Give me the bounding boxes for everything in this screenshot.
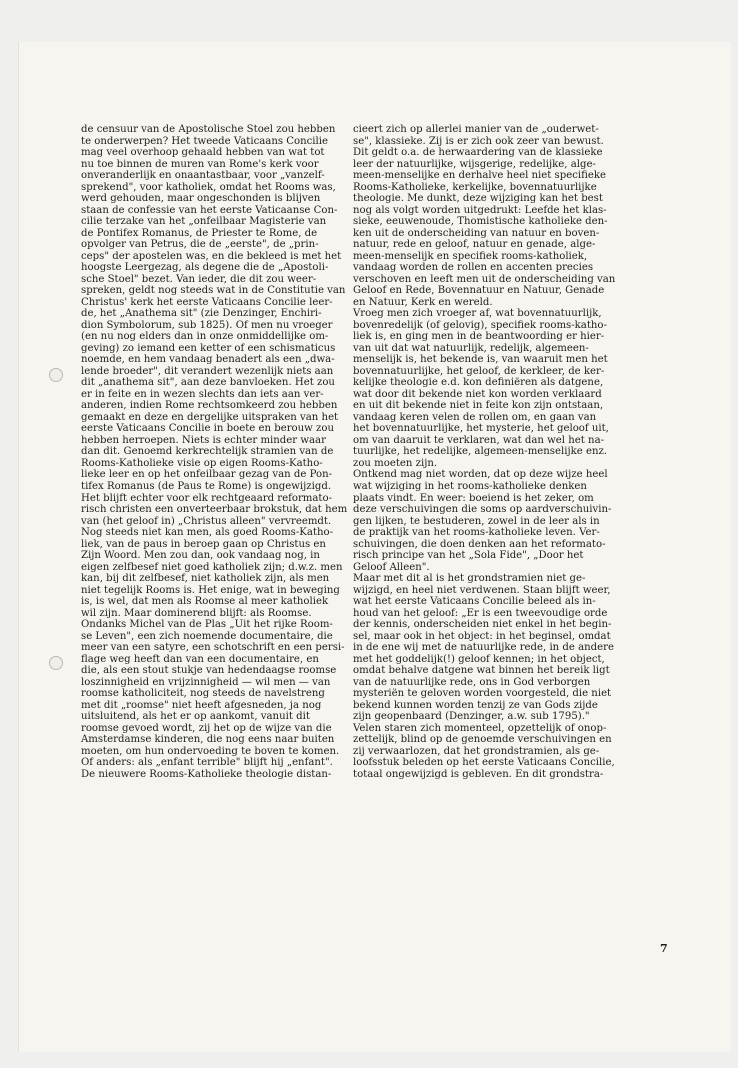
text-line: Maar met dit al is het grondstramien niet ge-: [353, 573, 586, 585]
text-line: zijn geopenbaard (Denzinger, a.w. sub 1795).": [353, 711, 590, 723]
text-line: gemaakt en deze en dergelijke uitspraken van het: [81, 411, 339, 423]
text-line: vandaag worden de rollen en accenten precies: [353, 262, 594, 274]
text-line: verschoven en leeft men uit de onderscheiding van: [353, 273, 616, 285]
text-line: Dit geldt o.a. de herwaardering van de klassieke: [353, 147, 603, 159]
text-line: om van daaruit te verklaren, wat dan wel het na-: [353, 434, 605, 446]
text-line: sche Stoel" bezet. Van ieder, die dit zou weer-: [81, 273, 317, 285]
text-line: eerste Vaticaans Concilie in boete en berouw zou: [81, 423, 334, 435]
text-line: schuivingen, die doen denken aan het reformato-: [353, 538, 606, 550]
text-line: meen-menselijke en derhalve heel niet specifieke: [353, 170, 607, 182]
text-line: zij verwaarlozen, dat het grondstramien, als ge-: [353, 745, 600, 757]
text-line: Ondanks Michel van de Plas „Uit het rijke Room-: [81, 619, 333, 631]
text-line: omdat behalve datgene wat binnen het bereik ligt: [353, 665, 610, 677]
text-line: dion Symbolorum, sub 1825). Of men nu vroeger: [81, 319, 333, 331]
text-line: De nieuwere Rooms-Katholieke theologie distan-: [81, 768, 332, 780]
text-line: spreken, geldt nog steeds wat in de Constitutie van: [81, 285, 346, 297]
text-line: se", klassieke. Zij is er zich ook zeer van bewust.: [353, 135, 604, 147]
text-line: van uit dat wat natuurlijk, redelijk, algemeen-: [353, 342, 589, 354]
text-line: mysteriën te geloven worden voorgesteld, die niet: [353, 688, 612, 700]
text-line: Geloof en Rede, Bovennatuur en Natuur, Genade: [353, 285, 605, 297]
text-line: met het goddelijk(!) geloof kennen; in het object,: [353, 653, 605, 665]
text-line: en Natuur, Kerk en wereld.: [353, 296, 493, 308]
text-line: sprekend", voor katholiek, omdat het Rooms was,: [81, 181, 336, 193]
punch-hole: [49, 656, 63, 670]
text-line: de censuur van de Apostolische Stoel zou hebben: [81, 124, 336, 135]
text-line: moeten, om hun ondervoeding te boven te komen.: [81, 745, 340, 757]
text-line: natuur, rede en geloof, natuur en genade, alge-: [353, 239, 596, 251]
right-text-column: [353, 124, 625, 780]
text-line: anderen, indien Rome rechtsomkeerd zou hebben: [81, 400, 338, 412]
book-page: [18, 42, 731, 1052]
text-line: nog als volgt worden uitgedrukt: Leefde het klas-: [353, 204, 607, 216]
text-line: lieke leer en op het onfeilbaar gezag van de Pon-: [81, 469, 333, 481]
text-line: opvolger van Petrus, die de „eerste", de „prin-: [81, 239, 319, 251]
text-line: Het blijft echter voor elk rechtgeaard reformato-: [81, 492, 333, 504]
text-line: meen-menselijk en specifiek rooms-katholiek,: [353, 250, 588, 262]
text-line: de, het „Anathema sit" (zie Denzinger, Enchiri-: [81, 308, 322, 320]
text-line: wil zijn. Maar dominerend blijft: als Roomse.: [81, 607, 312, 619]
text-line: Rooms-Katholieke visie op eigen Rooms-Katho-: [81, 457, 323, 469]
left-text-column: [81, 124, 353, 780]
text-line: flage weg heeft dan van een documentaire, en: [81, 653, 319, 665]
text-line: loofsstuk beleden op het eerste Vaticaans Concilie,: [353, 757, 615, 769]
text-line: en uit dit bekende niet in feite kon zijn ontstaan,: [353, 400, 604, 412]
text-line: dit „anathema sit", aan deze banvloeken. Het zou: [81, 377, 335, 389]
text-line: het bovennatuurlijke, het mysterie, het geloof uit,: [353, 423, 609, 435]
text-line: totaal ongewijzigd is gebleven. En dit grondstra-: [353, 768, 604, 780]
text-line: wat het eerste Vaticaans Concilie beleed als in-: [353, 596, 596, 608]
text-line: geving) zo iemand een ketter of een schismaticus: [81, 342, 336, 354]
text-line: Vroeg men zich vroeger af, wat bovennatuurlijk,: [353, 308, 602, 320]
text-line: kelijke theologie e.d. kon definiëren als datgene,: [353, 377, 604, 389]
text-line: te onderwerpen? Het tweede Vaticaans Concilie: [81, 135, 329, 147]
text-line: eigen zelfbesef niet goed katholiek zijn; d.w.z. men: [81, 561, 343, 573]
text-line: Ontkend mag niet worden, dat op deze wijze heel: [353, 469, 608, 481]
text-line: noemde, en hem vandaag benadert als een „dwa-: [81, 354, 335, 366]
text-line: theologie. Me dunkt, deze wijziging kan het best: [353, 193, 603, 205]
text-line: cilie terzake van het „onfeilbaar Magisterie van: [81, 216, 327, 228]
text-line: uitsluitend, als het er op aankomt, vanuit dit: [81, 711, 310, 723]
text-line: Christus' kerk het eerste Vaticaans Concilie leer-: [81, 296, 333, 308]
text-line: bovennatuurlijke, het geloof, de kerkleer, de ker-: [353, 365, 605, 377]
text-line: wat wijziging in het rooms-katholieke denken: [353, 480, 587, 492]
text-line: de Pontifex Romanus, de Priester te Rome, de: [81, 227, 318, 239]
text-line: sel, maar ook in het object: in het beginsel, omdat: [353, 630, 611, 642]
text-line: zou moeten zijn.: [353, 457, 438, 469]
text-line: Zijn Woord. Men zou dan, ook vandaag nog, in: [81, 550, 320, 562]
text-line: tifex Romanus (de Paus te Rome) is ongewijzigd.: [81, 480, 332, 492]
text-line: staan de confessie van het eerste Vaticaanse Con-: [81, 204, 338, 216]
text-line: sieke, eeuwenoude, Thomistische katholieke den-: [353, 216, 608, 228]
text-line: de praktijk van het rooms-katholieke leven. Ver-: [353, 527, 600, 539]
text-line: nu toe binnen de muren van Rome's kerk voor: [81, 158, 319, 170]
text-line: werd gehouden, maar ongeschonden is blijven: [81, 193, 321, 205]
text-line: niet tegelijk Rooms is. Het enige, wat in beweging: [81, 584, 340, 596]
text-line: die, als een stout stukje van hedendaagse roomse: [81, 665, 337, 677]
text-line: menselijk is, het bekende is, van waaruit men het: [353, 354, 608, 366]
text-line: meer van een satyre, een schotschrift en een persi-: [81, 642, 345, 654]
text-line: (en nu nog elders dan in onze onmiddellijke om-: [81, 331, 329, 343]
text-line: bovenredelijk (of gelovig), specifiek rooms-katho-: [353, 319, 607, 331]
text-line: roomse gevoed wordt, zij het op de wijze van die: [81, 722, 332, 734]
text-line: vandaag keren velen de rollen om, en gaan van: [353, 411, 597, 423]
text-line: Of anders: als „enfant terrible" blijft hij „enfant".: [81, 757, 333, 769]
text-line: hebben herroepen. Niets is echter minder waar: [81, 434, 326, 446]
text-line: deze verschuivingen die soms op aardverschuivin-: [353, 504, 612, 516]
text-line: in de ene wij met de natuurlijke rede, in de andere: [353, 642, 614, 654]
text-line: dan dit. Genoemd kerkrechtelijk stramien van de: [81, 446, 334, 458]
text-line: plaats vindt. En weer: boeiend is het zeker, om: [353, 492, 594, 504]
text-line: zettelijk, blind op de genoemde verschuivingen en: [353, 734, 612, 746]
punch-hole: [49, 368, 63, 382]
text-line: kan, bij dit zelfbesef, niet katholiek zijn, als men: [81, 573, 330, 585]
text-line: gen lijken, te bestuderen, zowel in de leer als in: [353, 515, 600, 527]
text-line: roomse katholiciteit, nog steeds de navelstreng: [81, 688, 325, 700]
text-line: lende broeder", dit verandert wezenlijk niets aan: [81, 365, 334, 377]
text-line: wijzigd, en heel niet verdwenen. Staan blijft weer,: [353, 584, 611, 596]
text-line: hoogste Leergezag, als degene die de „Apostoli-: [81, 262, 329, 274]
text-line: met dit „roomse" niet heeft afgesneden, ja nog: [81, 699, 322, 711]
text-line: liek is, en ging men in de beantwoording er hier-: [353, 331, 605, 343]
text-line: liek, van de paus in beroep gaan op Christus en: [81, 538, 326, 550]
text-line: onveranderlijk en onaantastbaar, voor „vanzelf-: [81, 170, 325, 182]
text-line: Velen staren zich momenteel, opzettelijk of onop-: [353, 722, 607, 734]
text-line: houd van het geloof: „Er is een tweevoudige orde: [353, 607, 608, 619]
text-line: is, is wel, dat men als Roomse al meer katholiek: [81, 596, 329, 608]
text-line: bekend kunnen worden tenzij ze van Gods zijde: [353, 699, 598, 711]
text-line: tuurlijke, het redelijke, algemeen-menselijke enz.: [353, 446, 608, 458]
page-number: 7: [660, 942, 668, 955]
text-line: der kennis, onderscheiden niet enkel in het begin-: [353, 619, 612, 631]
text-line: Amsterdamse kinderen, die nog eens naar buiten: [81, 734, 335, 746]
text-line: leer der natuurlijke, wijsgerige, redelijke, alge-: [353, 158, 596, 170]
text-line: Nog steeds niet kan men, als goed Rooms-Katho-: [81, 527, 333, 539]
text-line: van (het geloof in) „Christus alleen" vervreemdt.: [81, 515, 332, 527]
text-line: Rooms-Katholieke, kerkelijke, bovennatuurlijke: [353, 181, 597, 193]
text-line: van de natuurlijke rede, ons in God verborgen: [353, 676, 591, 688]
text-line: er in feite en in wezen slechts dan iets aan ver-: [81, 388, 324, 400]
text-line: se Leven", een zich noemende documentaire, die: [81, 630, 333, 642]
text-line: risch christen een onverteerbaar brokstuk, dat hem: [81, 504, 348, 516]
text-line: ceps" der apostelen was, en die bekleed is met het: [81, 250, 342, 262]
text-line: ken uit de onderscheiding van natuur en boven-: [353, 227, 600, 239]
text-line: Geloof Alleen".: [353, 561, 430, 573]
text-line: wat door dit bekende niet kon worden verklaard: [353, 388, 602, 400]
text-line: mag veel overhoop gehaald hebben van wat tot: [81, 147, 325, 159]
text-line: loszinnigheid en vrijzinnigheid — wil men — van: [81, 676, 331, 688]
text-line: risch principe van het „Sola Fide", „Door het: [353, 550, 584, 562]
text-line: cieert zich op allerlei manier van de „ouderwet-: [353, 124, 599, 135]
